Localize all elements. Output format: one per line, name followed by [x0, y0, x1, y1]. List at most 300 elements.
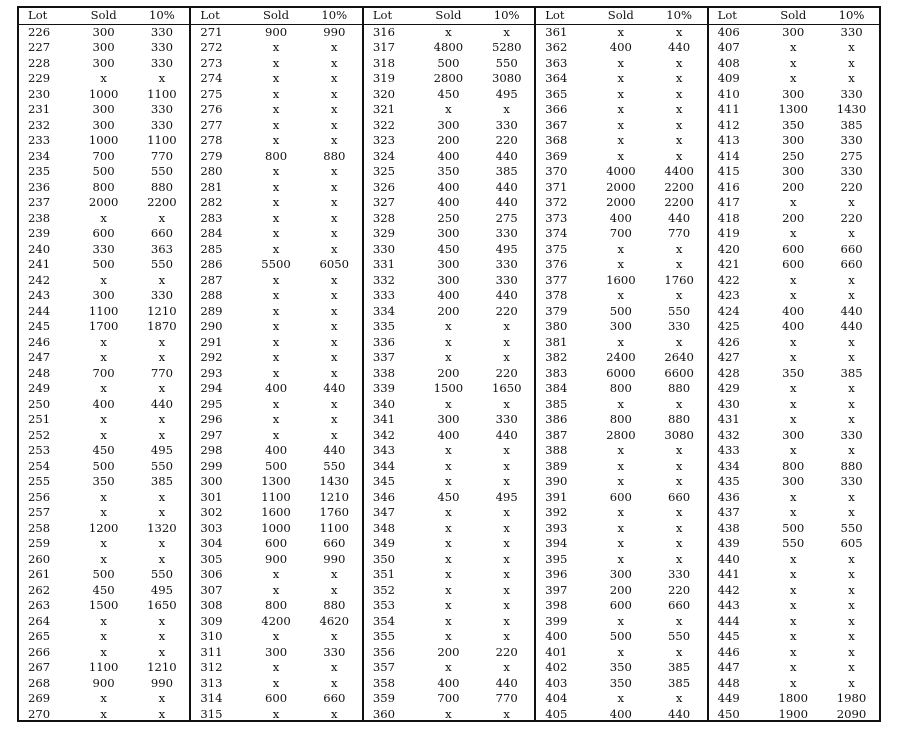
sold-cell: 2400	[606, 350, 636, 364]
table-row	[191, 288, 361, 304]
ten-percent-cell: 440	[668, 706, 691, 721]
lot-number-cell: 379	[545, 303, 568, 318]
sold-cell: 6000	[606, 365, 636, 380]
lot-number-cell: 398	[545, 598, 568, 612]
lot-number-cell: 233	[28, 133, 51, 147]
lot-number-cell: 358	[372, 675, 395, 690]
ten-percent-cell: x	[848, 55, 855, 70]
lot-number-cell: 419	[717, 226, 740, 240]
sold-cell: 400	[264, 381, 288, 395]
table-row	[536, 428, 706, 444]
lot-number-cell: 318	[372, 55, 395, 70]
sold-cell: x	[617, 288, 625, 302]
lot-number-cell: 401	[545, 644, 568, 659]
lot-number-cell: 372	[545, 195, 568, 209]
table-row	[709, 350, 879, 366]
lot-number-cell: 385	[545, 396, 568, 411]
lot-number-cell: 409	[717, 71, 740, 85]
lot-number-cell: 400	[545, 629, 568, 643]
sold-cell: x	[617, 257, 625, 271]
lot-number-cell: 366	[545, 102, 568, 116]
sold-cell: x	[100, 489, 107, 504]
ten-percent-cell: 330	[150, 117, 173, 132]
table-row	[191, 505, 361, 521]
ten-percent-cell: x	[331, 241, 338, 256]
table-row	[364, 56, 534, 72]
lot-number-cell: 305	[200, 551, 223, 566]
lot-number-cell: 417	[717, 195, 740, 209]
ten-percent-cell: x	[158, 644, 166, 659]
lot-number-cell: 410	[717, 86, 740, 101]
lot-number-cell: 238	[28, 210, 51, 225]
lot-number-cell: 397	[545, 582, 568, 597]
ten-percent-cell: 660	[150, 226, 173, 240]
ten-percent-cell: x	[158, 536, 166, 550]
sold-cell: 300	[92, 40, 115, 54]
ten-percent-cell: x	[675, 520, 683, 535]
ten-percent-cell: x	[848, 195, 855, 209]
table-row	[19, 56, 189, 72]
table-row	[709, 164, 879, 180]
table-row	[709, 397, 879, 413]
lot-number-cell: 346	[372, 489, 395, 504]
table-row	[19, 707, 189, 723]
table-row	[191, 133, 361, 149]
header-row	[19, 8, 189, 24]
table-row	[364, 567, 534, 583]
ten-percent-cell: 330	[150, 24, 173, 39]
table-row	[191, 459, 361, 475]
ten-percent-cell: 880	[840, 458, 863, 473]
column-header-lot: Lot	[709, 8, 763, 24]
sold-cell: 200	[437, 303, 460, 318]
sold-cell: x	[617, 117, 625, 132]
lot-number-cell: 353	[372, 598, 395, 612]
lot-number-cell: 388	[545, 443, 568, 457]
sold-cell: x	[789, 195, 797, 209]
lot-number-cell: 266	[28, 644, 51, 659]
lot-number-cell: 405	[545, 706, 568, 721]
table-row	[364, 614, 534, 630]
sold-cell: x	[272, 164, 280, 178]
lot-number-cell: 362	[545, 40, 568, 54]
column-header-pct: 10%	[652, 8, 707, 24]
sold-cell: x	[617, 334, 625, 349]
table-row	[364, 226, 534, 242]
ten-percent-cell: x	[848, 350, 855, 364]
sold-cell: x	[789, 567, 797, 581]
lot-number-cell: 303	[200, 520, 223, 535]
ten-percent-cell: 2640	[664, 350, 694, 364]
column-header-sold: Sold	[73, 8, 135, 24]
lot-number-cell: 402	[545, 660, 568, 674]
ten-percent-cell: x	[675, 458, 683, 473]
sold-cell: 800	[609, 381, 632, 395]
ten-percent-cell: 385	[668, 660, 691, 674]
ten-percent-cell: x	[675, 148, 683, 163]
header-row	[709, 8, 879, 24]
table-row	[191, 71, 361, 87]
table-row	[536, 118, 706, 134]
lot-number-cell: 263	[28, 598, 51, 612]
ten-percent-cell: x	[503, 350, 510, 364]
sold-cell: 5500	[261, 257, 291, 271]
sold-cell: 900	[92, 675, 115, 690]
table-row	[191, 350, 361, 366]
lot-number-cell: 329	[372, 226, 395, 240]
table-row	[364, 583, 534, 599]
ten-percent-cell: 330	[150, 288, 173, 302]
table-row	[19, 366, 189, 382]
table-row	[191, 583, 361, 599]
lot-number-cell: 414	[717, 148, 740, 163]
lot-number-cell: 278	[200, 133, 223, 147]
ten-percent-cell: x	[848, 644, 855, 659]
sold-cell: 300	[437, 257, 460, 271]
column-header-lot: Lot	[364, 8, 418, 24]
table-row	[19, 598, 189, 614]
ten-percent-cell: 385	[840, 365, 863, 380]
lot-number-cell: 277	[200, 117, 223, 132]
table-row	[19, 319, 189, 335]
table-row	[191, 536, 361, 552]
table-row	[19, 273, 189, 289]
ten-percent-cell: x	[848, 288, 855, 302]
lot-number-cell: 446	[717, 644, 740, 659]
lot-number-cell: 387	[545, 427, 568, 442]
sold-cell: x	[100, 334, 107, 349]
sold-cell: x	[617, 396, 625, 411]
sold-cell: x	[617, 55, 625, 70]
sold-cell: 300	[437, 117, 460, 132]
sold-cell: 400	[782, 303, 805, 318]
table-row	[709, 676, 879, 692]
ten-percent-cell: 220	[495, 133, 518, 147]
table-row	[191, 381, 361, 397]
table-row	[536, 40, 706, 56]
table-row	[364, 149, 534, 165]
lot-number-cell: 384	[545, 381, 568, 395]
ten-percent-cell: x	[503, 520, 510, 535]
ten-percent-cell: 880	[150, 179, 173, 194]
sold-cell: x	[272, 117, 280, 132]
table-row	[19, 87, 189, 103]
lot-number-cell: 297	[200, 427, 223, 442]
ten-percent-cell: x	[848, 334, 855, 349]
sold-cell: 800	[264, 148, 288, 163]
table-row	[536, 521, 706, 537]
lot-number-cell: 321	[372, 102, 395, 116]
ten-percent-cell: x	[675, 613, 683, 628]
ten-percent-cell: x	[675, 102, 683, 116]
lot-number-cell: 368	[545, 133, 568, 147]
lot-number-cell: 407	[717, 40, 740, 54]
table-row	[536, 56, 706, 72]
sold-cell: 1800	[778, 691, 808, 705]
sold-cell: x	[445, 474, 452, 488]
sold-cell: x	[789, 55, 797, 70]
table-row	[191, 443, 361, 459]
ten-percent-cell: x	[331, 86, 338, 101]
column-header-sold: Sold	[245, 8, 307, 24]
lot-table	[536, 8, 706, 722]
lot-number-cell: 281	[200, 179, 223, 194]
table-row	[709, 257, 879, 273]
sold-cell: 1100	[261, 489, 291, 504]
lot-number-cell: 308	[200, 598, 223, 612]
ten-percent-cell: x	[158, 412, 166, 426]
ten-percent-cell: x	[158, 427, 166, 442]
ten-percent-cell: 330	[495, 412, 518, 426]
sold-cell: x	[617, 24, 625, 39]
table-row	[536, 164, 706, 180]
ten-percent-cell: x	[675, 396, 683, 411]
ten-percent-cell: x	[331, 226, 338, 240]
sold-cell: 330	[92, 241, 115, 256]
ten-percent-cell: 440	[495, 148, 518, 163]
table-row	[191, 319, 361, 335]
ten-percent-cell: x	[331, 195, 338, 209]
ten-percent-cell: x	[503, 396, 510, 411]
sold-cell: x	[617, 133, 625, 147]
ten-percent-cell: x	[331, 582, 338, 597]
ten-percent-cell: x	[331, 427, 338, 442]
lot-number-cell: 262	[28, 582, 51, 597]
sold-cell: 300	[264, 644, 288, 659]
lot-number-cell: 361	[545, 24, 568, 39]
table-row	[536, 707, 706, 723]
table-row	[536, 443, 706, 459]
table-row	[364, 335, 534, 351]
table-row	[364, 102, 534, 118]
lot-number-cell: 264	[28, 613, 51, 628]
sold-cell: x	[100, 536, 107, 550]
table-row	[536, 242, 706, 258]
sold-cell: x	[272, 55, 280, 70]
sold-cell: 600	[782, 257, 805, 271]
sold-cell: 500	[92, 567, 115, 581]
lot-block-3	[362, 8, 534, 720]
column-header-pct: 10%	[479, 8, 534, 24]
ten-percent-cell: 440	[323, 381, 346, 395]
sold-cell: x	[617, 520, 625, 535]
sold-cell: 600	[782, 241, 805, 256]
table-row	[191, 24, 361, 40]
sold-cell: 200	[437, 133, 460, 147]
table-row	[709, 707, 879, 723]
sold-cell: x	[445, 334, 452, 349]
lot-number-cell: 418	[717, 210, 740, 225]
ten-percent-cell: x	[848, 40, 855, 54]
sold-cell: x	[100, 272, 107, 287]
ten-percent-cell: x	[158, 334, 166, 349]
sold-cell: 1700	[88, 319, 119, 333]
sold-cell: x	[272, 241, 280, 256]
table-row	[536, 676, 706, 692]
ten-percent-cell: 2200	[664, 195, 694, 209]
ten-percent-cell: x	[158, 629, 166, 643]
sold-cell: x	[445, 706, 452, 721]
ten-percent-cell: 495	[150, 443, 173, 457]
ten-percent-cell: 440	[840, 319, 863, 333]
sold-cell: 700	[437, 691, 460, 705]
sold-cell: 300	[782, 133, 805, 147]
ten-percent-cell: x	[848, 71, 855, 85]
table-row	[709, 304, 879, 320]
ten-percent-cell: x	[331, 303, 338, 318]
table-row	[709, 660, 879, 676]
table-row	[536, 288, 706, 304]
sold-cell: 300	[92, 288, 115, 302]
table-row	[19, 335, 189, 351]
lot-number-cell: 289	[200, 303, 223, 318]
ten-percent-cell: x	[675, 241, 683, 256]
lot-number-cell: 403	[545, 675, 568, 690]
sold-cell: 300	[437, 226, 460, 240]
lot-number-cell: 258	[28, 520, 51, 535]
ten-percent-cell: 3080	[664, 427, 694, 442]
lot-number-cell: 445	[717, 629, 740, 643]
table-row	[536, 474, 706, 490]
lot-number-cell: 269	[28, 691, 51, 705]
lot-number-cell: 392	[545, 505, 568, 519]
table-row	[709, 87, 879, 103]
ten-percent-cell: x	[331, 40, 338, 54]
sold-cell: x	[445, 520, 452, 535]
ten-percent-cell: x	[848, 226, 855, 240]
lot-block-5	[707, 8, 879, 720]
sold-cell: 1600	[606, 272, 636, 287]
table-row	[709, 102, 879, 118]
ten-percent-cell: 330	[668, 319, 691, 333]
table-row	[709, 474, 879, 490]
ten-percent-cell: x	[675, 536, 683, 550]
lot-number-cell: 395	[545, 551, 568, 566]
ten-percent-cell: x	[331, 71, 338, 85]
sold-cell: x	[789, 396, 797, 411]
table-row	[191, 304, 361, 320]
lot-number-cell: 424	[717, 303, 740, 318]
ten-percent-cell: x	[158, 505, 166, 519]
ten-percent-cell: x	[503, 567, 510, 581]
sold-cell: 500	[609, 629, 632, 643]
ten-percent-cell: 330	[668, 567, 691, 581]
sold-cell: 1200	[88, 520, 119, 535]
lot-number-cell: 345	[372, 474, 395, 488]
sold-cell: x	[272, 350, 280, 364]
lot-number-cell: 315	[200, 706, 223, 721]
table-row	[191, 257, 361, 273]
sold-cell: x	[789, 582, 797, 597]
lot-number-cell: 243	[28, 288, 51, 302]
table-row	[364, 366, 534, 382]
sold-cell: 300	[782, 86, 805, 101]
table-row	[709, 567, 879, 583]
lot-number-cell: 311	[200, 644, 223, 659]
ten-percent-cell: 220	[495, 365, 518, 380]
ten-percent-cell: x	[503, 102, 510, 116]
lot-number-cell: 430	[717, 396, 740, 411]
ten-percent-cell: 220	[495, 644, 518, 659]
sold-cell: 2800	[433, 71, 464, 85]
ten-percent-cell: 1210	[319, 489, 350, 504]
sold-cell: x	[617, 458, 625, 473]
table-row	[19, 211, 189, 227]
sold-cell: x	[445, 319, 452, 333]
lot-number-cell: 376	[545, 257, 568, 271]
sold-cell: x	[789, 613, 797, 628]
ten-percent-cell: x	[503, 24, 510, 39]
table-row	[191, 490, 361, 506]
ten-percent-cell: 495	[150, 582, 173, 597]
column-header-lot: Lot	[191, 8, 245, 24]
lot-number-cell: 381	[545, 334, 568, 349]
lot-number-cell: 404	[545, 691, 568, 705]
sold-cell: x	[617, 148, 625, 163]
lot-number-cell: 423	[717, 288, 740, 302]
ten-percent-cell: x	[503, 458, 510, 473]
table-row	[536, 381, 706, 397]
lot-number-cell: 314	[200, 691, 223, 705]
lot-number-cell: 275	[200, 86, 223, 101]
lot-number-cell: 295	[200, 396, 223, 411]
sold-cell: x	[789, 505, 797, 519]
lot-number-cell: 369	[545, 148, 568, 163]
sold-cell: x	[789, 644, 797, 659]
table-row	[536, 598, 706, 614]
ten-percent-cell: x	[848, 381, 855, 395]
table-row	[536, 366, 706, 382]
lot-number-cell: 240	[28, 241, 51, 256]
lot-number-cell: 378	[545, 288, 568, 302]
sold-cell: x	[789, 660, 797, 674]
sold-cell: 1000	[261, 520, 291, 535]
table-row	[364, 707, 534, 723]
sold-cell: 600	[609, 489, 632, 504]
ten-percent-cell: 660	[668, 598, 691, 612]
ten-percent-cell: x	[675, 133, 683, 147]
table-row	[364, 24, 534, 40]
ten-percent-cell: 440	[495, 179, 518, 194]
lot-number-cell: 439	[717, 536, 740, 550]
ten-percent-cell: 385	[150, 474, 173, 488]
lot-number-cell: 425	[717, 319, 740, 333]
table-row	[19, 552, 189, 568]
sold-cell: x	[445, 567, 452, 581]
table-row	[364, 71, 534, 87]
sold-cell: x	[100, 381, 107, 395]
ten-percent-cell: 330	[840, 24, 863, 39]
table-row	[364, 40, 534, 56]
ten-percent-cell: 660	[668, 489, 691, 504]
ten-percent-cell: x	[503, 443, 510, 457]
lot-number-cell: 227	[28, 40, 51, 54]
lot-number-cell: 428	[717, 365, 740, 380]
lot-number-cell: 259	[28, 536, 51, 550]
lot-number-cell: 273	[200, 55, 223, 70]
table-row	[19, 676, 189, 692]
ten-percent-cell: x	[503, 536, 510, 550]
sold-cell: 2000	[88, 195, 119, 209]
table-row	[19, 660, 189, 676]
lot-number-cell: 257	[28, 505, 51, 519]
lot-number-cell: 433	[717, 443, 740, 457]
table-row	[19, 180, 189, 196]
table-row	[709, 412, 879, 428]
sold-cell: x	[445, 24, 452, 39]
sold-cell: 4200	[261, 613, 291, 628]
table-row	[19, 288, 189, 304]
